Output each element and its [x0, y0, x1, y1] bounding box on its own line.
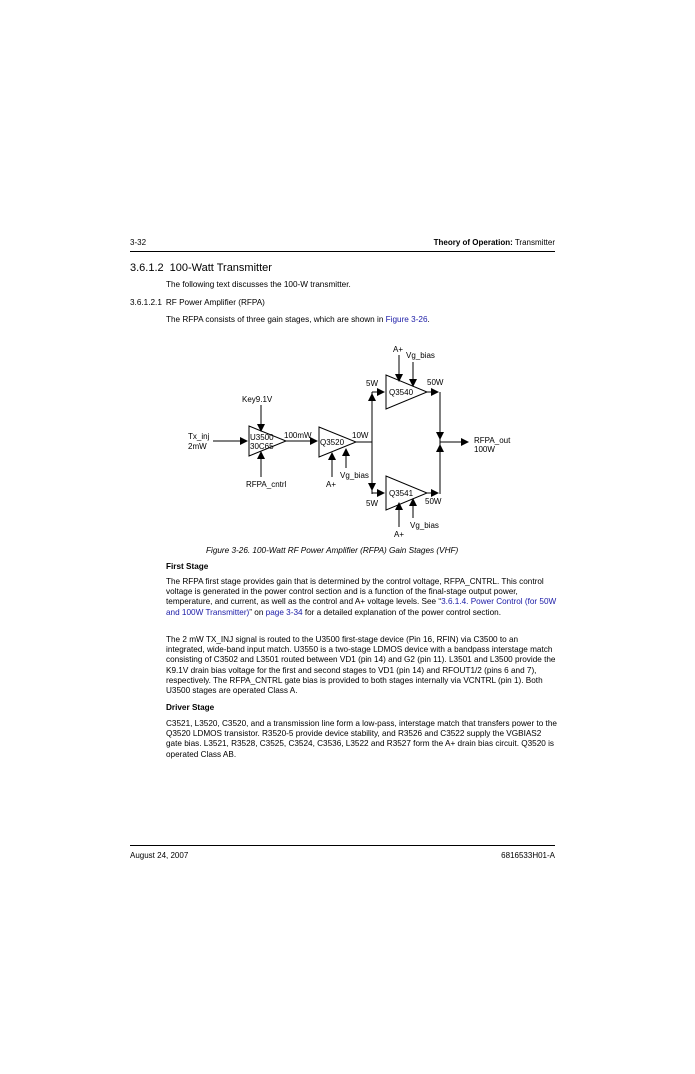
top-aplus-label: A+	[393, 345, 404, 354]
q3520-vg-label: Vg_bias	[340, 471, 369, 480]
q3541-label: Q3541	[389, 489, 414, 498]
first-stage-paragraph-2: The 2 mW TX_INJ signal is routed to the U3500 first-stage device (Pin 16, RFIN) via C3500 to an integrated, wide-band input match. U3550 is a two-stage LDMOS device with a bandpass interstage match consisting of C3502 and L3501 routed between VD1 (pin 14) and G2 (pin 11). L3501 and L3500 provide the K9.1V drain bias voltage for the first and second stages to VD1 (pin 14) and RFOUT1/2 (pins 6 and 7), respectively. The RFPA_CNTRL gate bias is provided to both stages internally via VCNTRL (pin 1). Both U3500 stages are operated Class A.	[166, 635, 556, 696]
section-number: 3.6.1.2	[130, 262, 164, 274]
section-title: 100-Watt Transmitter	[169, 262, 272, 274]
rfpa-paragraph	[166, 315, 558, 325]
first-stage-paragraph-1	[166, 577, 558, 618]
q3520-aplus-label: A+	[326, 480, 337, 489]
page-link[interactable]: page 3-34	[265, 607, 303, 617]
first-stage-heading: First Stage	[166, 562, 209, 571]
figure-caption: Figure 3-26. 100-Watt RF Power Amplifier (RFPA) Gain Stages (VHF)	[206, 546, 459, 555]
driver-stage-heading: Driver Stage	[166, 703, 215, 712]
u3500-out-power: 100mW	[284, 431, 312, 440]
q3541-out-power: 50W	[425, 497, 442, 506]
tx-inj-label: Tx_inj	[188, 432, 210, 441]
q3540-label: Q3540	[389, 388, 414, 397]
running-header-bold: Theory of Operation:	[433, 238, 513, 247]
footer-rule	[130, 845, 555, 846]
rfpa-out-power: 100W	[474, 445, 495, 454]
footer-doc-number: 6816533H01-A	[501, 851, 555, 860]
subsection-number: 3.6.1.2.1	[130, 298, 162, 307]
running-header-rest: Transmitter	[512, 238, 555, 247]
first-stage-p1-post: for a detailed explanation of the power control section.	[302, 607, 502, 617]
top-vg-label: Vg_bias	[406, 351, 435, 360]
bottom-aplus-label: A+	[394, 530, 405, 539]
rfpa-paragraph-end: .	[427, 315, 430, 324]
footer-date: August 24, 2007	[130, 851, 189, 860]
q3520-label: Q3520	[320, 438, 345, 447]
u3500-label-2: 30C65	[250, 442, 274, 451]
key-label: Key9.1V	[242, 395, 273, 404]
q3540-in-power: 5W	[366, 379, 378, 388]
q3540-out-power: 50W	[427, 378, 444, 387]
page-number: 3-32	[130, 238, 147, 247]
rfpa-out-label: RFPA_out	[474, 436, 511, 445]
section-intro: The following text discusses the 100-W transmitter.	[166, 280, 351, 289]
subsection-heading	[130, 298, 265, 307]
q3520-out-power: 10W	[352, 431, 369, 440]
first-stage-p1-pre: The RFPA first stage provides gain that is determined by the control voltage, RFPA_CNTRL. This control voltage is generated in the power control section and is a function of the final-stage output power, temperature, and current, as well as the control and A+ voltage levels. See “	[166, 577, 544, 607]
rfpa-paragraph-text: The RFPA consists of three gain stages, which are shown in	[166, 315, 386, 324]
bottom-vg-label: Vg_bias	[410, 521, 439, 530]
power-control-link[interactable]: 3.6.1.4. Power Control (for 50W and 100W Transmitter)	[166, 597, 557, 617]
rfpa-gain-stage-diagram	[180, 342, 520, 542]
subsection-title: RF Power Amplifier (RFPA)	[165, 298, 265, 307]
driver-stage-paragraph: C3521, L3520, C3520, and a transmission line form a low-pass, interstage match that transfers power to the Q3520 LDMOS transistor. R3520-5 provide device stability, and R3526 and C3522 supply the VGBIAS2 gate bias. L3521, R3528, C3525, C3524, C3536, L3522 and R3527 form the A+ drain bias circuit. Q3520 is operated Class AB.	[166, 719, 557, 759]
first-stage-p1-mid: ” on	[249, 607, 266, 617]
figure-link[interactable]: Figure 3-26	[385, 315, 428, 324]
section-heading	[130, 262, 272, 274]
running-header	[434, 238, 555, 247]
q3541-in-power: 5W	[366, 499, 378, 508]
rfpa-cntrl-label: RFPA_cntrl	[246, 480, 287, 489]
tx-inj-power: 2mW	[188, 442, 207, 451]
header-rule	[130, 251, 555, 252]
u3500-label-1: U3500	[250, 433, 274, 442]
